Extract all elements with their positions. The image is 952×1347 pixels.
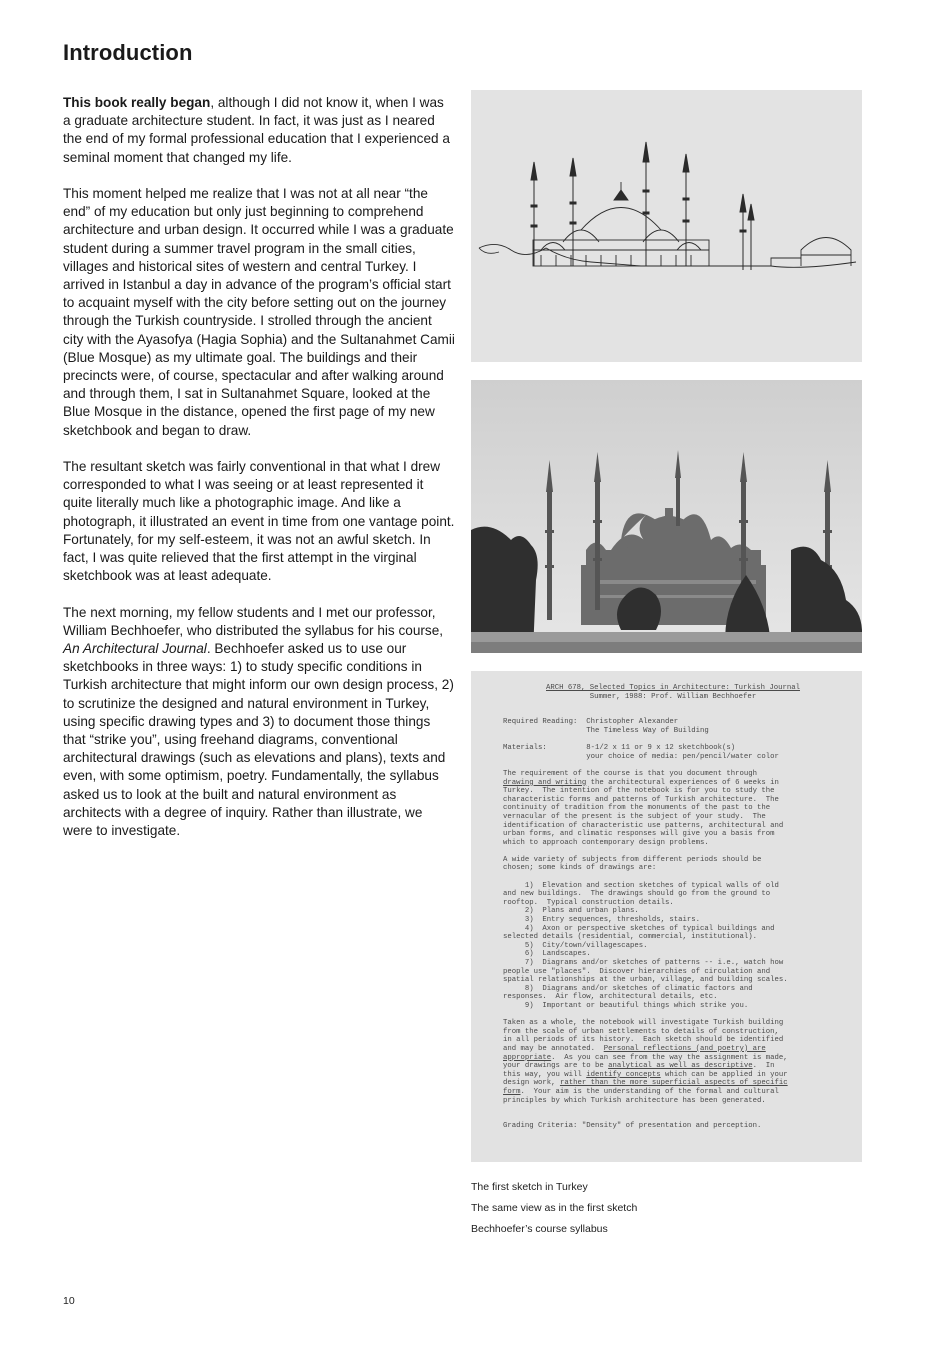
sketch-figure	[471, 90, 862, 362]
mosque-sketch-drawing	[471, 90, 862, 362]
paragraph-3: The resultant sketch was fairly conventional in that what I drew corresponded to what I was seeing or at least represented it quite literally much like a photographic image. And like a photograph, it illustrated an event in time from one vantage point. Fortunately, for my self-esteem, it was not an awful sketch. In fact, I was quite relieved that the first attempt in the virginal sketchbook was at least adequate.	[63, 459, 455, 584]
caption-photo: The same view as in the first sketch	[471, 1202, 638, 1214]
course-title: An Architectural Journal	[63, 641, 207, 657]
figure-captions	[471, 1177, 637, 1240]
photo-figure	[471, 380, 862, 653]
caption-syllabus: Bechhoefer’s course syllabus	[471, 1223, 608, 1235]
page-number: 10	[63, 1295, 75, 1307]
paragraph-1	[63, 94, 455, 167]
syllabus-figure	[471, 671, 862, 1162]
syllabus-heading: ARCH 678, Selected Topics in Architecture: Turkish Journal	[546, 684, 800, 692]
syllabus-grading: Grading Criteria: "Density" of presentation and perception.	[503, 1122, 762, 1131]
syllabus-text: ARCH 678, Selected Topics in Architecture: Turkish Journal Summer, 1988: Prof. William Bechhoefer Required Reading: Christopher Alexander The Timeless Way of Building Materials: 8-1/2 x 11 or 9 x 12 sketchbook(s) your choice of media: pen/pencil/water color The requirement of the course is that you document through drawing and writing the architectural experiences of 6 weeks in Turkey. The intention of the notebook is for you to study the characteristic forms and patterns of Turkish architecture. The continuity of tradition from the monuments of the past to the vernacular of the present is the subject of your study. The identification of characteristic use patterns, architectural and urban forms, and climatic responses will give you a basis from which to approach contemporary design problems. A wide variety of subjects from different periods should be chosen; some kinds of drawings are: 1) Elevation and section sketches of typical walls of old and new buildings. The drawings should go from the ground to rooftop. Typical construction details. 2) Plans and urban plans. 3) Entry sequences, thresholds, stairs. 4) Axon or perspective sketches of typical buildings and selected details (residential, commercial, institutional). 5) City/town/villagescapes. 6) Landscapes. 7) Diagrams and/or sketches of patterns -- i.e., watch how people use "places". Discover hierarchies of circulation and spatial relationships at the urban, village, and building scales. 8) Diagrams and/or sketches of climatic factors and responses. Air flow, architectural details, etc. 9) Important or beautiful things which strike you. Taken as a whole, the notebook will investigate Turkish building from the scale of urban settlements to details of construction, in all periods of its history. Each sketch should be identified and may be annotated. Personal reflections (and poetry) are appropriate. As you can see from the way the assignment is made, your drawings are to be analytical as well as descriptive. In this way, you will identify concepts which can be applied in your design work, rather than the more superficial aspects of specific form. Your aim is the understanding of the formal and cultural principles by which Turkish architecture has been generated. Grading Criteria: "Density" of presentation and perception.	[503, 684, 843, 1131]
page-title: Introduction	[63, 40, 193, 65]
paragraph-1-text: , although I did not know it, when I was a graduate architecture student. In fact, it was just as I neared the end of my formal professional education that I experienced a seminal moment that changed my life.	[63, 95, 450, 165]
caption-sketch: The first sketch in Turkey	[471, 1181, 588, 1193]
paragraph-1-lead: This book really began	[63, 95, 211, 110]
syllabus-subheading: Summer, 1988: Prof. William Bechhoefer	[589, 692, 757, 701]
paragraph-2: This moment helped me realize that I was not at all near “the end” of my education but only just beginning to comprehend architecture and urban design. It occurred while I was a graduate student during a summer travel program in the small cities, villages and historical sites of western and central Turkey. I arrived in Istanbul a day in advance of the program’s official start to acquaint myself with the city before setting out on the journey through the Turkish countryside. I strolled through the ancient city with the Ayasofya (Hagia Sophia) and the Sultanahmet Camii (Blue Mosque) as my ultimate goal. The buildings and their precincts were, of course, spectacular and after walking around and through them, I sat in Sultanahmet Square, looked at the Blue Mosque in the distance, opened the first page of my new sketchbook and began to draw.	[63, 186, 455, 438]
mosque-photo	[471, 380, 862, 653]
paragraph-4: The next morning, my fellow students and I met our professor, William Bechhoefer, who distributed the syllabus for his course, An Architectural Journal. Bechhoefer asked us to use our sketchbooks in three ways: 1) to study specific conditions in Turkish architecture that might inform our own design process, 2) to scrutinize the designed and natural environment in Turkey, using specific drawing types and 3) to document those things that “strike you”, using freehand diagrams, conventional architectural drawings (such as elevations and plans), texts and even, with some optimism, poetry. Fundamentally, the syllabus asked us to look at the built and natural environment as architects with a degree of inquiry. Rather than illustrate, we were to investigate.	[63, 604, 454, 839]
body-text	[63, 94, 455, 858]
